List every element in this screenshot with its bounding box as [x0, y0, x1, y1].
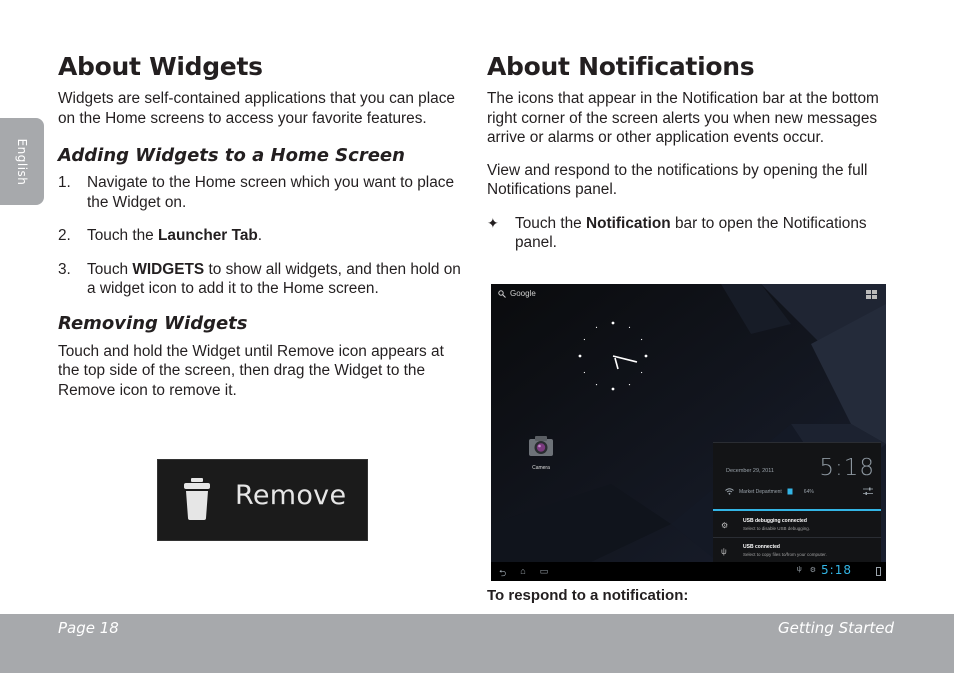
back-icon[interactable]: ⮌ — [499, 568, 507, 578]
tablet-screenshot — [491, 284, 886, 581]
step-item: 2. Touch the Launcher Tab. — [58, 227, 263, 244]
notification-subtitle: Select to disable USB debugging. — [743, 526, 811, 531]
respond-heading: To respond to a notification: — [487, 587, 689, 604]
google-search-bar[interactable] — [498, 289, 536, 298]
remove-label: Remove — [235, 480, 347, 511]
apps-grid-icon[interactable] — [866, 290, 878, 300]
wifi-icon — [725, 488, 734, 495]
notification-title: USB debugging connected — [743, 518, 807, 524]
widgets-column — [58, 52, 463, 400]
wifi-label: Market Department — [739, 488, 782, 495]
home-icon[interactable]: ⌂ — [520, 566, 526, 576]
battery-level-icon — [787, 488, 793, 495]
step-item: 3. Touch WIDGETS to show all widgets, and then hold on a widget icon to add it to the Home screen. — [58, 260, 461, 297]
notification-subtitle: Select to copy files to/from your computer. — [743, 552, 827, 557]
notifications-panel-text: View and respond to the notifications by opening the full Notifications panel. — [487, 161, 868, 198]
panel-date: December 29, 2011 — [726, 468, 774, 474]
settings-sliders-icon[interactable] — [863, 487, 873, 496]
camera-app[interactable] — [527, 434, 555, 471]
notification-bullet: ✦ Touch the Notification bar to open the Notifications panel. — [487, 214, 867, 251]
analog-clock-widget[interactable] — [577, 320, 649, 392]
removing-widgets-text: Touch and hold the Widget until Remove icon appears at the top side of the screen, then drag the Widget to the Remove icon to remove it. — [58, 342, 444, 399]
usb-status-icon: ψ — [796, 566, 802, 573]
search-icon — [498, 290, 506, 298]
star-bullet-icon: ✦ — [487, 214, 499, 231]
step-item: 1. Navigate to the Home screen which you want to place the Widget on. — [58, 174, 455, 211]
usb-icon: ψ — [721, 547, 727, 556]
status-clock[interactable]: 5:18 — [821, 563, 852, 577]
debug-status-icon: ⚙ — [809, 567, 816, 574]
notification-title: USB connected — [743, 544, 780, 550]
page-footer — [0, 614, 954, 673]
notifications-panel — [713, 442, 881, 564]
notifications-title: About Notifications — [487, 52, 755, 81]
remove-illustration — [157, 459, 368, 541]
notifications-intro: The icons that appear in the Notification bar at the bottom right corner of the screen alerts you when new messages arrive or alarms or other application events occur. — [487, 90, 879, 146]
wifi-status[interactable] — [725, 488, 814, 495]
language-tab — [0, 118, 44, 205]
adding-steps-list — [58, 173, 463, 299]
page-number: Page 18 — [58, 619, 119, 637]
notification-item[interactable] — [713, 539, 881, 564]
trash-icon — [182, 478, 212, 520]
notification-item[interactable] — [713, 513, 881, 538]
battery-label: 64% — [803, 488, 814, 495]
widgets-intro: Widgets are self-contained applications that you can place on the Home screens to access your favorite features. — [58, 90, 455, 127]
language-tab-label: English — [15, 138, 29, 185]
removing-widgets-heading: Removing Widgets — [58, 312, 248, 334]
widgets-title: About Widgets — [58, 52, 263, 81]
system-bar — [491, 562, 886, 581]
camera-label: Camera — [532, 465, 550, 471]
panel-time: 5:18 — [819, 455, 875, 481]
android-debug-icon: ⚙ — [721, 521, 729, 530]
section-name: Getting Started — [778, 619, 894, 637]
recent-apps-icon[interactable]: ▭ — [539, 566, 549, 576]
camera-icon — [527, 434, 555, 458]
panel-divider — [713, 509, 881, 511]
google-label: Google — [510, 289, 536, 298]
notifications-column — [487, 52, 897, 253]
battery-icon — [876, 567, 881, 576]
adding-widgets-heading: Adding Widgets to a Home Screen — [58, 145, 405, 166]
